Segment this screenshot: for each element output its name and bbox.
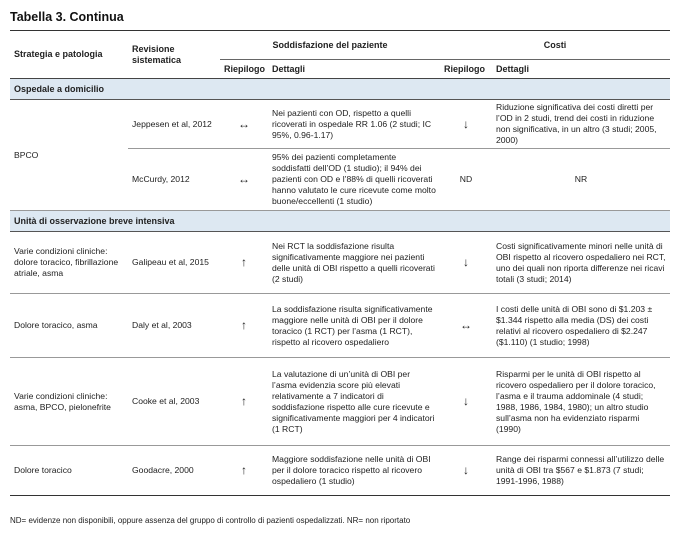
cell-sodd-dettagli: Nei RCT la soddisfazione risulta significativamente maggiore nei pazienti delle unità di OBI rispetto a quelli ricoverati (2 studi) — [268, 232, 440, 294]
section-label: Unità di osservazione breve intensiva — [10, 211, 670, 232]
cell-costi-dettagli: Riduzione significativa dei costi diretti per l’OD in 2 studi, trend dei costi in riduzione non significativa, in un altro (3 studi; 2005, 2000) — [492, 100, 670, 149]
cell-sodd-dettagli: 95% dei pazienti completamente soddisfatti dell’OD (1 studio); il 94% dei pazienti con OD e l’88% di quelli ricoverati hanno valutato le cure ricevute come molto buone/eccellenti (1 studio) — [268, 149, 440, 211]
header-sodd-riepilogo: Riepilogo — [220, 60, 268, 79]
section-label: Ospedale a domicilio — [10, 79, 670, 100]
cell-sodd-dettagli: La soddisfazione risulta significativamente maggiore nelle unità di OBI per il dolore toracico (1 RCT) per l’asma (1 RCT), rispetto al ricovero ospedaliero — [268, 294, 440, 358]
summary-icon: ↔ — [440, 294, 492, 358]
summary-icon: ↓ — [440, 446, 492, 496]
header-revisione: Revisione sistematica — [128, 31, 220, 79]
cell-revisione: Jeppesen et al, 2012 — [128, 100, 220, 149]
cell-costi-riepilogo: ND — [440, 149, 492, 211]
header-costi-dettagli: Dettagli — [492, 60, 670, 79]
cell-costi-dettagli: Range dei risparmi connessi all’utilizzo delle unità di OBI tra $567 e $1.873 (7 studi; 1991-1996, 1988) — [492, 446, 670, 496]
cell-sodd-dettagli: Nei pazienti con OD, rispetto a quelli ricoverati in ospedale RR 1.06 (2 studi; IC 95%, 0.96-1.17) — [268, 100, 440, 149]
cell-revisione: Daly et al, 2003 — [128, 294, 220, 358]
summary-icon: ↑ — [220, 294, 268, 358]
cell-sodd-dettagli: Maggiore soddisfazione nelle unità di OBI per il dolore toracico rispetto al ricovero ospedaliero (1 studio) — [268, 446, 440, 496]
table-row — [10, 100, 670, 149]
cell-sodd-dettagli: La valutazione di un’unità di OBI per l’asma evidenzia score più elevati relativamente a 7 indicatori di soddisfazione rispetto alle cure ricevute e significativamente maggiori per 4 indicatori (1 RCT) — [268, 358, 440, 446]
cell-strategia: BPCO — [10, 100, 128, 211]
summary-icon: ↓ — [440, 100, 492, 149]
cell-costi-dettagli: Costi significativamente minori nelle unità di OBI rispetto al ricovero ospedaliero nei RCT, uno dei quali non riporta differenze nei ricavi totali (3 studi; 2014) — [492, 232, 670, 294]
summary-icon: ↑ — [220, 446, 268, 496]
summary-icon: ↓ — [440, 358, 492, 446]
summary-icon: ↔ — [220, 149, 268, 211]
table-row — [10, 446, 670, 496]
header-soddisfazione: Soddisfazione del paziente — [220, 31, 440, 60]
summary-icon: ↔ — [220, 100, 268, 149]
table-row — [10, 232, 670, 294]
cell-costi-dettagli: NR — [492, 149, 670, 211]
header-sodd-dettagli: Dettagli — [268, 60, 440, 79]
header-costi-riepilogo: Riepilogo — [440, 60, 492, 79]
table-title: Tabella 3. Continua — [10, 10, 124, 24]
cell-costi-dettagli: I costi delle unità di OBI sono di $1.203 ± $1.344 rispetto alla media (DS) dei costi relativi al ricovero ospedaliero di $2.247 ($1.110) (1 studio; 1998) — [492, 294, 670, 358]
cell-costi-dettagli: Risparmi per le unità di OBI rispetto al ricovero ospedaliero per il dolore toracico, l’asma e il trauma addominale (4 studi; 1988, 1986, 1984, 1980); un altro studio sull’asma non ha evidenziato risparmi (1990) — [492, 358, 670, 446]
cell-strategia: Varie condizioni cliniche: asma, BPCO, pielonefrite — [10, 358, 128, 446]
summary-icon: ↑ — [220, 358, 268, 446]
summary-icon: ↑ — [220, 232, 268, 294]
section-row — [10, 211, 670, 232]
table-row — [10, 358, 670, 446]
results-table — [10, 30, 670, 496]
cell-revisione: Galipeau et al, 2015 — [128, 232, 220, 294]
footnote: ND= evidenze non disponibili, oppure assenza del gruppo di controllo di pazienti ospedalizzati. NR= non riportato — [10, 516, 411, 525]
cell-strategia: Dolore toracico — [10, 446, 128, 496]
summary-icon: ↓ — [440, 232, 492, 294]
table-row — [10, 294, 670, 358]
header-costi: Costi — [440, 31, 670, 60]
cell-strategia: Dolore toracico, asma — [10, 294, 128, 358]
cell-strategia: Varie condizioni cliniche: dolore toracico, fibrillazione atriale, asma — [10, 232, 128, 294]
header-strategia: Strategia e patologia — [10, 31, 128, 79]
cell-revisione: Cooke et al, 2003 — [128, 358, 220, 446]
cell-revisione: Goodacre, 2000 — [128, 446, 220, 496]
cell-revisione: McCurdy, 2012 — [128, 149, 220, 211]
section-row — [10, 79, 670, 100]
header-row-1 — [10, 31, 670, 60]
